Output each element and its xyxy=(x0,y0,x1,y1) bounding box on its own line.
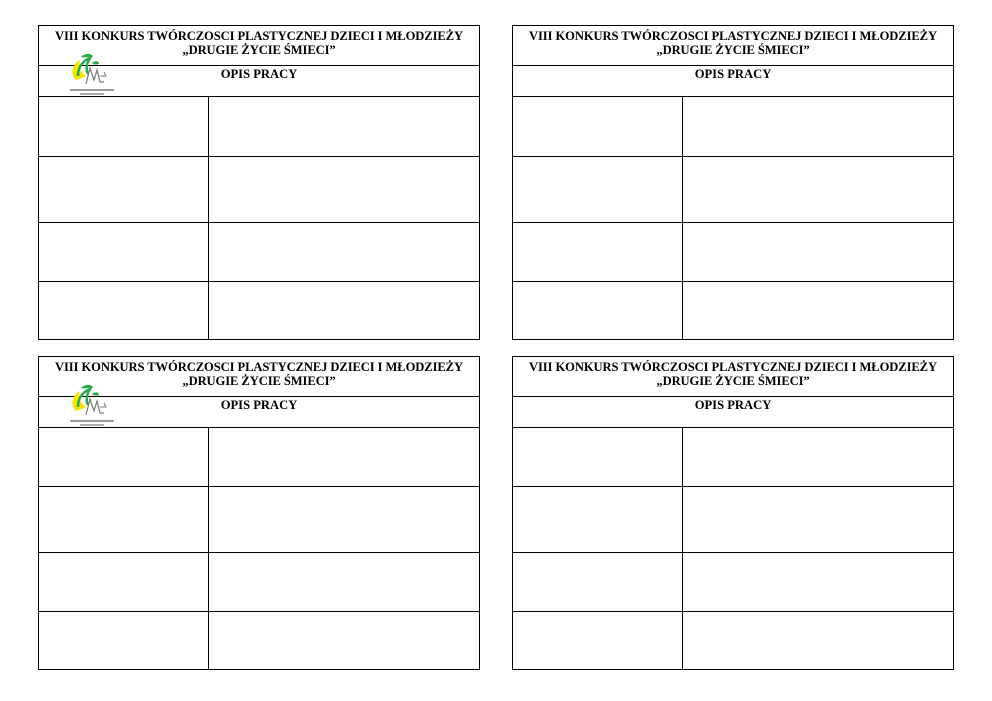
form-row xyxy=(39,487,479,553)
label-cell[interactable] xyxy=(39,612,209,669)
label-cell[interactable] xyxy=(513,282,683,339)
label-cell[interactable] xyxy=(39,553,209,611)
mdk-logo-icon xyxy=(66,383,118,429)
label-cell[interactable] xyxy=(39,157,209,222)
form-row xyxy=(513,428,953,487)
description-heading-row xyxy=(513,397,953,428)
value-cell[interactable] xyxy=(683,553,953,611)
entry-card xyxy=(512,356,954,670)
value-cell[interactable] xyxy=(683,97,953,156)
contest-subtitle: „DRUGIE ŻYCIE ŚMIECI” xyxy=(182,374,336,388)
description-heading: OPIS PRACY xyxy=(220,398,298,412)
description-heading: OPIS PRACY xyxy=(694,398,772,412)
mdk-logo-icon xyxy=(66,52,118,98)
label-cell[interactable] xyxy=(39,428,209,486)
label-cell[interactable] xyxy=(513,553,683,611)
label-cell[interactable] xyxy=(39,97,209,156)
contest-title: VIII KONKURS TWÓRCZOSCI PLASTYCZNEJ DZIECI I MŁODZIEŻY xyxy=(529,360,937,374)
label-cell[interactable] xyxy=(39,487,209,552)
description-heading: OPIS PRACY xyxy=(694,67,772,81)
card-title xyxy=(513,26,953,66)
contest-title: VIII KONKURS TWÓRCZOSCI PLASTYCZNEJ DZIECI I MŁODZIEŻY xyxy=(55,360,463,374)
value-cell[interactable] xyxy=(683,157,953,222)
label-cell[interactable] xyxy=(513,428,683,486)
label-cell[interactable] xyxy=(513,223,683,281)
description-heading: OPIS PRACY xyxy=(220,67,298,81)
form-row xyxy=(513,157,953,223)
form-row xyxy=(513,487,953,553)
value-cell[interactable] xyxy=(209,487,479,552)
value-cell[interactable] xyxy=(209,612,479,669)
label-cell[interactable] xyxy=(513,487,683,552)
value-cell[interactable] xyxy=(683,612,953,669)
description-heading-row xyxy=(513,66,953,97)
contest-title: VIII KONKURS TWÓRCZOSCI PLASTYCZNEJ DZIECI I MŁODZIEŻY xyxy=(529,29,937,43)
entry-card xyxy=(38,25,480,340)
label-cell[interactable] xyxy=(513,157,683,222)
value-cell[interactable] xyxy=(683,428,953,486)
form-row xyxy=(39,157,479,223)
card-title xyxy=(513,357,953,397)
form-row xyxy=(513,553,953,612)
entry-card xyxy=(512,25,954,340)
contest-subtitle: „DRUGIE ŻYCIE ŚMIECI” xyxy=(182,43,336,57)
label-cell[interactable] xyxy=(39,282,209,339)
form-row xyxy=(513,97,953,157)
value-cell[interactable] xyxy=(209,428,479,486)
form-row xyxy=(513,223,953,282)
form-row xyxy=(39,428,479,487)
value-cell[interactable] xyxy=(209,223,479,281)
value-cell[interactable] xyxy=(683,487,953,552)
form-row xyxy=(39,97,479,157)
form-row xyxy=(39,223,479,282)
entry-card xyxy=(38,356,480,670)
form-row xyxy=(39,282,479,339)
value-cell[interactable] xyxy=(209,97,479,156)
form-row xyxy=(513,282,953,339)
contest-subtitle: „DRUGIE ŻYCIE ŚMIECI” xyxy=(656,43,810,57)
value-cell[interactable] xyxy=(209,553,479,611)
value-cell[interactable] xyxy=(209,282,479,339)
contest-title: VIII KONKURS TWÓRCZOSCI PLASTYCZNEJ DZIECI I MŁODZIEŻY xyxy=(55,29,463,43)
value-cell[interactable] xyxy=(209,157,479,222)
contest-subtitle: „DRUGIE ŻYCIE ŚMIECI” xyxy=(656,374,810,388)
label-cell[interactable] xyxy=(513,612,683,669)
value-cell[interactable] xyxy=(683,223,953,281)
value-cell[interactable] xyxy=(683,282,953,339)
label-cell[interactable] xyxy=(513,97,683,156)
form-row xyxy=(39,612,479,669)
form-row xyxy=(39,553,479,612)
label-cell[interactable] xyxy=(39,223,209,281)
form-row xyxy=(513,612,953,669)
